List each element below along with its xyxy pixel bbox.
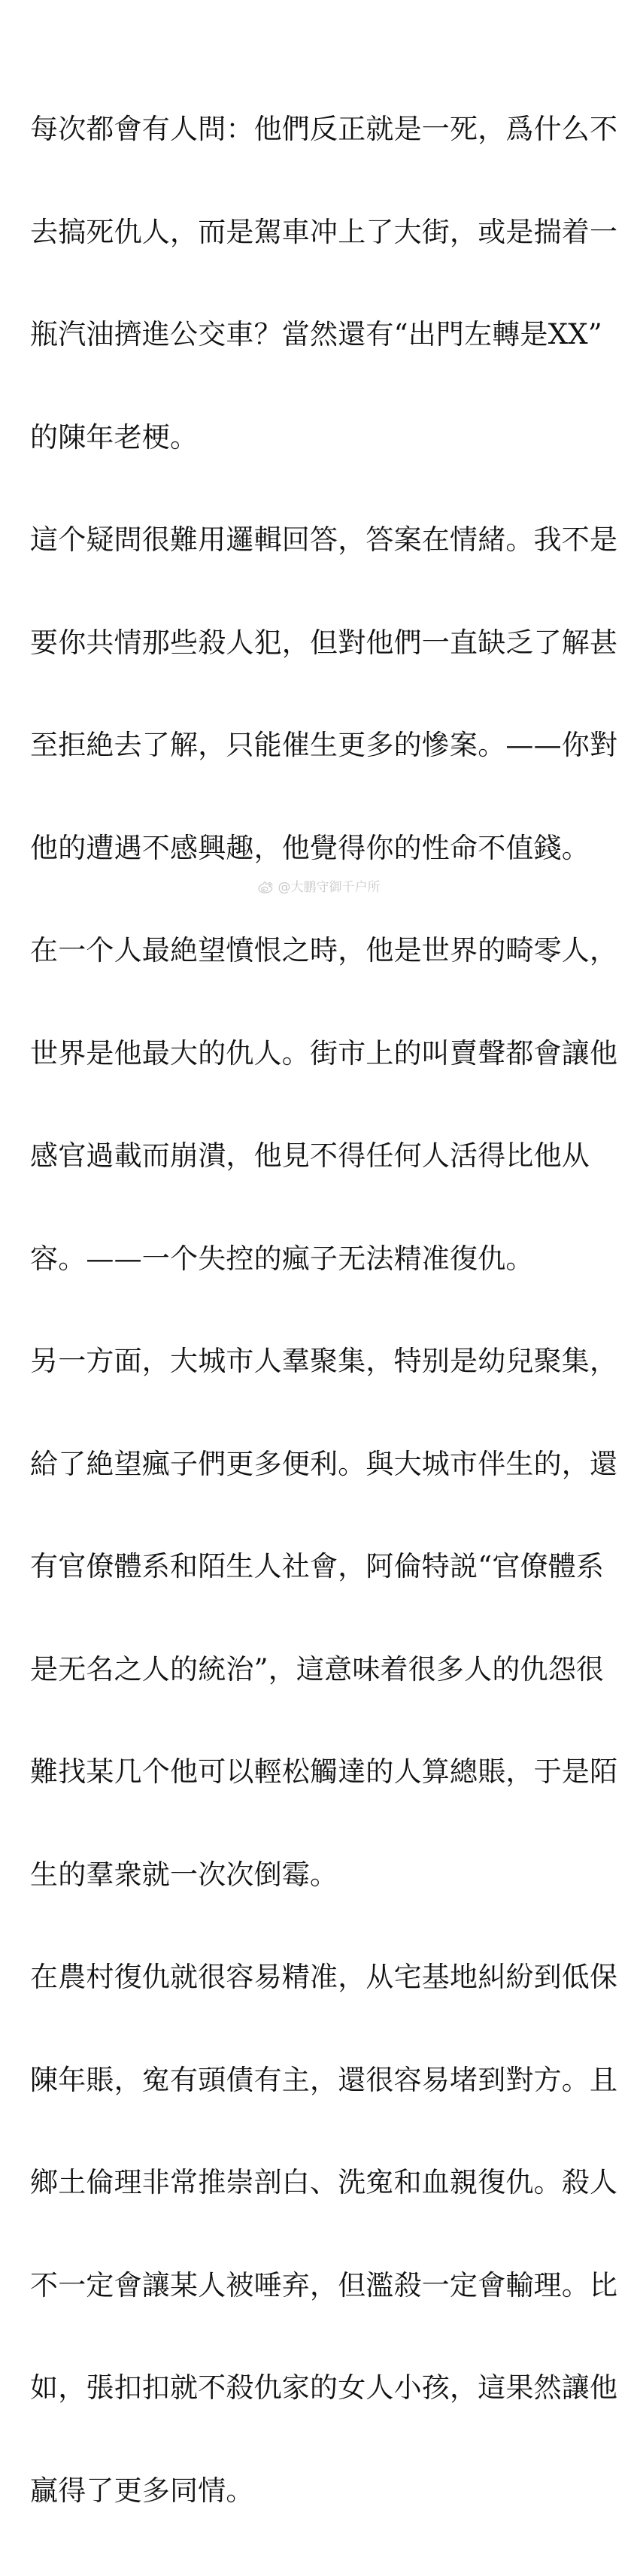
article-line: 在農村復仇就很容易精准，从宅基地糾紛到低保: [30, 1961, 618, 1993]
article-line: 他的遭遇不感興趣，他覺得你的性命不值錢。: [30, 831, 590, 864]
weibo-logo-icon: [257, 881, 274, 894]
article-line: 的陳年老梗。: [30, 420, 199, 454]
article-line: 生的羣衆就一次次倒霉。: [30, 1858, 338, 1891]
article-line: 贏得了更多同情。: [30, 2474, 254, 2507]
article-line: 每次都會有人問：他們反正就是一死，爲什么不: [30, 113, 618, 145]
article-line: 鄉土倫理非常推崇剖白、洗寃和血親復仇。殺人: [30, 2166, 618, 2198]
weibo-watermark: [0, 876, 637, 899]
article-line: 這个疑問很難用邏輯回答，答案在情緒。我不是: [30, 523, 618, 556]
article-line: 至拒絶去了解，只能催生更多的慘案。——你對: [30, 729, 618, 761]
article-line: 在一个人最絶望憤恨之時，他是世界的畸零人，: [30, 934, 618, 966]
article-line: 不一定會讓某人被唾弃，但濫殺一定會輸理。比: [30, 2268, 618, 2301]
article-line: 難找某几个他可以輕松觸達的人算總賬，于是陌: [30, 1755, 618, 1788]
article-line: 是无名之人的統治”，這意味着很多人的仇怨很: [30, 1652, 605, 1685]
article-body: [30, 44, 624, 2576]
article-line: 瓶汽油擠進公交車？當然還有“出門左轉是XX”: [30, 318, 602, 350]
article-line: 容。——一个失控的瘋子无法精准復仇。: [30, 1242, 534, 1275]
article-line: 世界是他最大的仇人。街市上的叫賣聲都會讓他: [30, 1036, 618, 1070]
article-line: 有官僚體系和陌生人社會，阿倫特説“官僚體系: [30, 1550, 605, 1582]
watermark-handle: @大鹏守御千户所: [278, 880, 381, 895]
article-line: 給了絶望瘋子們更多便利。與大城市伴生的，還: [30, 1447, 618, 1480]
article-line: 去搞死仇人，而是駕車冲上了大街，或是揣着一: [30, 215, 618, 248]
article-line: 感官過載而崩潰，他見不得任何人活得比他从: [30, 1139, 590, 1172]
article-line: 陳年賬，寃有頭債有主，還很容易堵到對方。且: [30, 2063, 618, 2096]
article-line: 如，張扣扣就不殺仇家的女人小孩，這果然讓他: [30, 2371, 618, 2404]
article-line: 要你共情那些殺人犯，但對他們一直缺乏了解甚: [30, 626, 618, 659]
article-line: 另一方面，大城市人羣聚集，特别是幼兒聚集，: [30, 1345, 618, 1377]
